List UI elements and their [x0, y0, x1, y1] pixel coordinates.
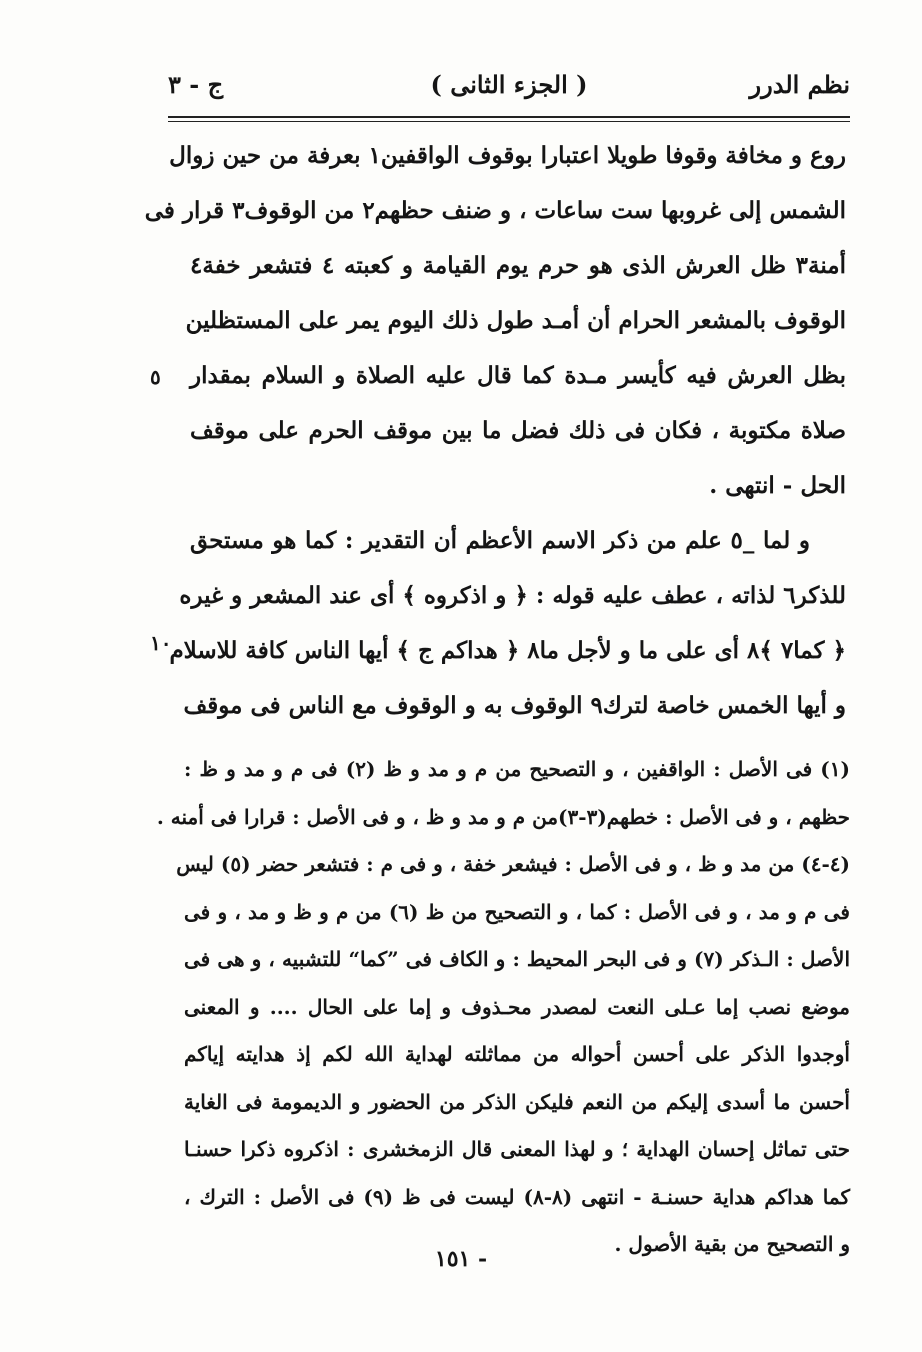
text-line: صلاة مكتوبة ، فكان فى ذلك فضل ما بين موقف الحرم على موقف [190, 417, 846, 444]
text-line: الشمس إلى غروبها ست ساعات ، و ضنف حظهم٢ من الوقوف٣ قرار فى [144, 197, 846, 224]
line-marker-5: ٥ [150, 365, 161, 389]
text-line: ﴿ كما٧ ﴾٨ أى على ما و لأجل ما٨ ﴿ هداكم ج ﴾ أيها الناس كافة للاسلام [169, 637, 846, 664]
footnote-line: حظهم ، و فى الأصل : خطهم(٣-٣)من م و مد و ظ ، و فى الأصل : قرارا فى أمنه . [156, 804, 850, 829]
text-line: للذكر٦ لذاته ، عطف عليه قوله : ﴿ و اذكروه ﴾ أى عند المشعر و غيره [179, 582, 846, 609]
footnote-line: فى م و مد ، و فى الأصل : كما ، و التصحيح من ظ (٦) من م و ظ و مد ، و فى [184, 899, 850, 924]
footnote-line: أوجدوا الذكر على أحسن أحواله من مماثلته لهداية الله لكم إذ هدايته إياكم [184, 1042, 850, 1066]
footnote-line: أحسن ما أسدى إليكم من النعم فليكن الذكر من الحضور و الديمومة فى الغاية [184, 1089, 850, 1114]
footnote-line: حتى تماثل إحسان الهداية ؛ و لهذا المعنى قال الزمخشرى : اذكروه ذكرا حسنـا [184, 1137, 850, 1161]
text-line: و أيها الخمس خاصة لترك٩ الوقوف به و الوقوف مع الناس فى موقف [183, 692, 846, 719]
text-line: بظل العرش فيه كأيسر مـدة كما قال عليه الصلاة و السلام بمقدار [190, 362, 846, 389]
footnote-line: (٤-٤) من مد و ظ ، و فى الأصل : فيشعر خفة ، و فى م : فتشعر حضر (٥) ليس [176, 852, 850, 876]
line-marker-10: ١٠ [150, 631, 172, 655]
text-line: روع و مخافة وقوفا طويلا اعتبارا بوقوف الواقفين١ بعرفة من حين زوال [169, 142, 846, 169]
book-title: نظم الدرر [749, 69, 850, 99]
part-label: ( الجزء الثانى ) [430, 69, 588, 99]
text-line: الوقوف بالمشعر الحرام أن أمـد طول ذلك اليوم يمر على المستظلين [185, 307, 846, 334]
header-divider [168, 116, 850, 122]
footnote-line: و التصحيح من بقية الأصول . [614, 1232, 850, 1256]
footnote-line: كما هداكم هداية حسنـة - انتهى (٨-٨) ليست فى ظ (٩) فى الأصل : الترك ، [184, 1184, 850, 1209]
footnotes [156, 746, 851, 1269]
text-line: أمنة٣ ظل العرش الذى هو حرم يوم القيامة و كعبته ٤ فتشعر خفة٤ [190, 252, 846, 279]
footnote-line: موضع نصب إما عـلى النعت لمصدر محـذوف و إما على الحال .... و المعنى [184, 994, 850, 1019]
running-header [168, 60, 850, 108]
text-line: و لما _٥ علم من ذكر الاسم الأعظم أن التقدير : كما هو مستحق [190, 527, 810, 554]
footnote-line: (١) فى الأصل : الواقفين ، و التصحيح من م و مد و ظ (٢) فى م و مد و ظ : [184, 757, 850, 781]
volume-label: ج - ٣ [168, 69, 224, 99]
footnote-line: الأصل : الـذكر (٧) و فى البحر المحيط : و الكاف فى ”كما“ للتشبيه ، و هى فى [184, 947, 851, 971]
page-number: - ١٥١ [434, 1246, 488, 1272]
text-line: الحل - انتهى . [709, 472, 846, 499]
